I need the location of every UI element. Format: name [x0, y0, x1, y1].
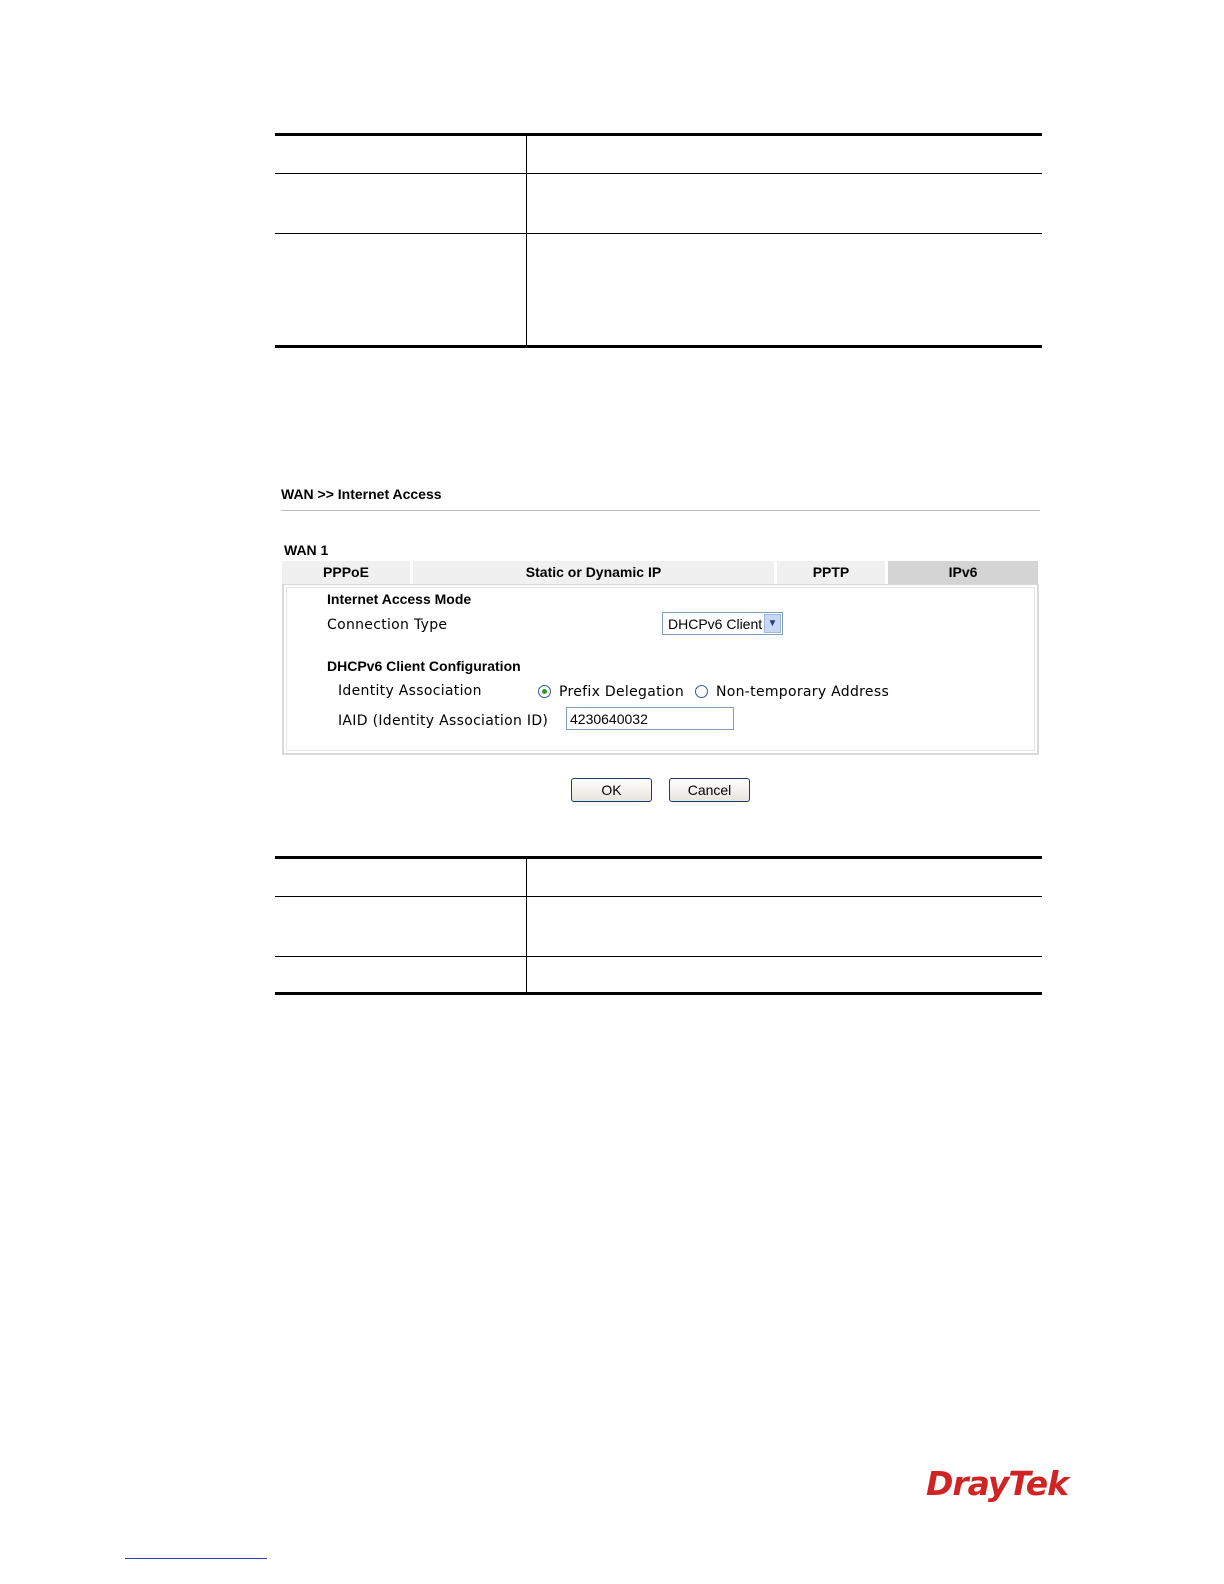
table-row	[275, 957, 1042, 995]
cancel-button[interactable]: Cancel	[669, 778, 750, 802]
breadcrumb-divider	[281, 510, 1040, 511]
bottom-description-table	[275, 856, 1042, 995]
tab-pptp[interactable]: PPTP	[777, 561, 888, 584]
tab-ipv6[interactable]: IPv6	[888, 561, 1038, 584]
table-row	[275, 234, 1042, 348]
table-header-row	[275, 856, 1042, 897]
connection-type-value: DHCPv6 Client	[668, 616, 763, 632]
dhcpv6-config-heading: DHCPv6 Client Configuration	[327, 658, 521, 674]
radio-selected-dot	[542, 689, 547, 694]
non-temporary-address-label[interactable]: Non-temporary Address	[716, 684, 890, 700]
table-header-row	[275, 133, 1042, 174]
prefix-delegation-label[interactable]: Prefix Delegation	[559, 684, 685, 700]
internet-access-mode-heading: Internet Access Mode	[327, 591, 472, 607]
table-row	[275, 897, 1042, 957]
tab-static-or-dynamic-ip[interactable]: Static or Dynamic IP	[413, 561, 777, 584]
iaid-label: IAID (Identity Association ID)	[338, 713, 549, 729]
non-temporary-address-radio[interactable]	[695, 685, 708, 698]
top-description-table	[275, 133, 1042, 348]
table-row	[275, 174, 1042, 234]
iaid-input[interactable]: 4230640032	[566, 707, 734, 730]
draytek-logo: DrayTek	[926, 1464, 1069, 1503]
footer-link-underline	[125, 1558, 267, 1559]
connection-type-select[interactable]	[662, 612, 783, 635]
identity-association-label: Identity Association	[338, 683, 482, 699]
chevron-down-icon: ▼	[764, 614, 781, 633]
connection-tabs	[282, 561, 1038, 584]
breadcrumb: WAN >> Internet Access	[281, 486, 442, 502]
prefix-delegation-radio[interactable]	[538, 685, 551, 698]
tab-pppoe[interactable]: PPPoE	[282, 561, 413, 584]
ok-button[interactable]: OK	[571, 778, 652, 802]
connection-type-label: Connection Type	[327, 617, 448, 633]
wan-label: WAN 1	[284, 542, 329, 558]
